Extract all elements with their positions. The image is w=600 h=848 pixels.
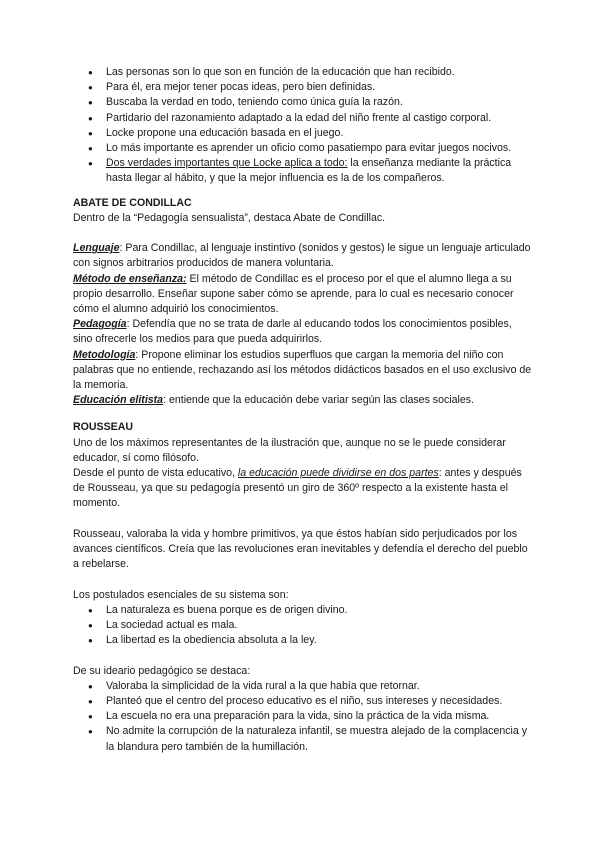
list-item (73, 156, 533, 186)
document-page (73, 65, 533, 755)
underlined-phrase: Dos verdades importantes que Locke aplica a todo: (106, 157, 348, 170)
term-paragraph (73, 241, 533, 271)
term-label: Método de enseñanza: (73, 272, 187, 285)
rousseau-paragraph-2 (73, 466, 533, 512)
list-item: ● Buscaba la verdad en todo, teniendo como única guía la razón. (73, 95, 533, 110)
postulados-list (73, 603, 533, 649)
list-item: ● Lo más importante es aprender un oficio como pasatiempo para evitar juegos nocivos. (73, 141, 533, 156)
term-label: Educación elitista (73, 394, 164, 407)
term-text: : Defendía que no se trata de darle al educando todos los conocimientos posibles, sino ofrecerle los medios para que pueda adquirirlos. (73, 318, 512, 346)
list-item: ● Locke propone una educación basada en el juego. (73, 126, 533, 141)
term-text: : Para Condillac, al lenguaje instintivo (sonidos y gestos) le sigue un lenguaje articulado con signos arbitrarios producidos de manera voluntaria. (73, 242, 531, 270)
list-item: ● La libertad es la obediencia absoluta a la ley. (73, 633, 533, 648)
term-text: : entiende que la educación debe variar según las clases sociales. (163, 394, 475, 407)
ideario-intro: De su ideario pedagógico se destaca: (73, 664, 251, 677)
term-label: Metodología (73, 348, 136, 361)
section-heading-condillac: ABATE DE CONDILLAC (73, 196, 192, 209)
condillac-intro: Dentro de la “Pedagogía sensualista”, destaca Abate de Condillac. (73, 211, 386, 224)
text-run: Desde el punto de vista educativo, (73, 467, 238, 480)
list-item: ● La naturaleza es buena porque es de origen divino. (73, 603, 533, 618)
term-paragraph (73, 348, 533, 394)
term-paragraph (73, 317, 533, 347)
term-paragraph (73, 393, 533, 408)
underlined-phrase: la educación puede dividirse en dos partes (237, 467, 439, 480)
postulados-intro: Los postulados esenciales de su sistema son: (73, 588, 289, 601)
term-label: Pedagogía (73, 318, 127, 331)
rousseau-paragraph-3: Rousseau, valoraba la vida y hombre primitivos, ya que éstos habían sido perjudicados por los avances científicos. Creía que las revoluciones eran inevitables y defendía el derecho del pueblo a rebelarse. (73, 527, 528, 571)
section-heading-rousseau: ROUSSEAU (73, 421, 134, 434)
text-run: : antes y después de Rousseau, ya que su pedagogía presentó un giro de 360º respecto a la existente hasta el momento. (73, 467, 522, 510)
list-item: ● Planteó que el centro del proceso educativo es el niño, sus intereses y necesidades. (73, 694, 533, 709)
ideario-list (73, 679, 533, 755)
list-item: ● Valoraba la simplicidad de la vida rural a la que había que retornar. (73, 679, 533, 694)
list-item: ● La escuela no era una preparación para la vida, sino la práctica de la vida misma. (73, 709, 533, 724)
list-item: ● Las personas son lo que son en función de la educación que han recibido. (73, 65, 533, 80)
locke-bullet-list (73, 65, 533, 187)
rousseau-paragraph-1: Uno de los máximos representantes de la ilustración que, aunque no se le puede considerar educador, sí como filósofo. (73, 436, 506, 464)
term-paragraph (73, 272, 533, 318)
list-item: ● No admite la corrupción de la naturaleza infantil, se muestra alejado de la complacencia y la blandura pero también de la humillación. (73, 724, 533, 754)
term-text: El método de Condillac es el proceso por el que el alumno llega a su propio desarrollo. Enseñar supone saber cómo se aprende, para lo cual es necesario conocer cómo el alumno adquirió los conocimientos. (73, 272, 514, 316)
list-item: ● Partidario del razonamiento adaptado a la edad del niño frente al castigo corporal. (73, 111, 533, 126)
term-text: : Propone eliminar los estudios superfluos que cargan la memoria del niño con palabras que no entiende, rechazando así los métodos didácticos basados en el uso exclusivo de la memoria. (73, 348, 532, 392)
list-item: ● Para él, era mejor tener pocas ideas, pero bien definidas. (73, 80, 533, 95)
term-label: Lenguaje (73, 242, 120, 255)
list-item-text: la enseñanza mediante la práctica hasta llegar al hábito, y que la mejor influencia es la de los compañeros. (106, 157, 512, 185)
list-item: ● La sociedad actual es mala. (73, 618, 533, 633)
